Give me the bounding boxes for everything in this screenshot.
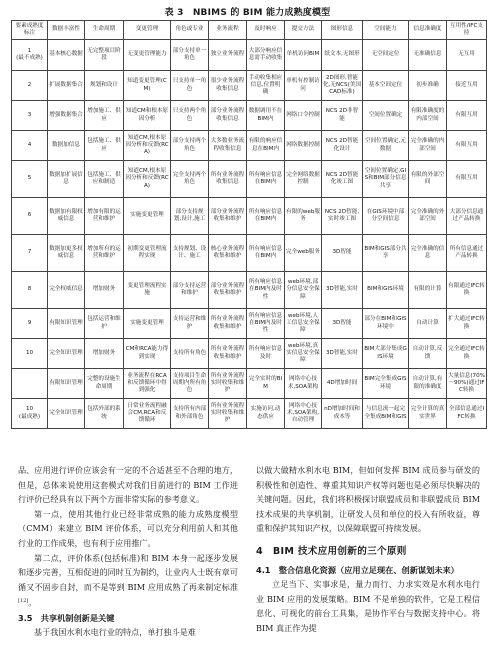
table-cell: 部分支持两个角色 bbox=[171, 131, 209, 161]
table-cell: 核心业务流程收集和维护 bbox=[209, 235, 247, 272]
table-cell: 知道CM和根本原因分析 bbox=[124, 101, 171, 131]
header-cell: 互用性/IFC支持 bbox=[447, 21, 487, 40]
table-cell: 所有信息通过产品转换 bbox=[447, 235, 487, 272]
table-cell: 有限互用 bbox=[447, 101, 487, 131]
table-row bbox=[12, 272, 487, 309]
table-cell: 无准确信息 bbox=[409, 40, 447, 71]
table-cell: 有限知识管理 bbox=[48, 369, 85, 399]
table-cell: 无空间定位 bbox=[363, 40, 409, 71]
table-cell: 知道CM,根本原因分析和反馈(RCA) bbox=[124, 131, 171, 161]
table-cell: 无完整项目阶段 bbox=[85, 40, 124, 71]
table-cell: 自动计算 bbox=[409, 309, 447, 339]
table-cell: 只支持单一角色 bbox=[171, 71, 209, 101]
table-cell: 基本空间定位 bbox=[363, 71, 409, 101]
table-cell: 3D智能 bbox=[322, 235, 363, 272]
paragraph: 基于我国水利水电行业的特点，单打独斗是难 bbox=[34, 627, 196, 638]
table-cell: 无互用 bbox=[447, 40, 487, 71]
table-cell: 数据加信息 bbox=[48, 131, 85, 161]
table-cell: 所有业务流程收集信息 bbox=[209, 161, 247, 198]
table-title: 表 3 NBIMS 的 BIM 能力成熟度模型 bbox=[164, 8, 331, 18]
table-cell: 完全实时的BIM bbox=[247, 369, 285, 399]
maturity-level-cell: 8 bbox=[12, 272, 48, 309]
table-cell: 完全知识管理 bbox=[48, 339, 85, 369]
table-cell: 有限通过IFC转换 bbox=[447, 272, 487, 309]
table-row bbox=[12, 369, 487, 399]
table-cell: 部分支持规划,设计,施工 bbox=[171, 198, 209, 235]
table-cell: 完全准确的信息 bbox=[409, 235, 447, 272]
table-cell: 业务流程在RCA和反馈循环中得到强化 bbox=[124, 369, 171, 399]
table-cell: 有限互用 bbox=[447, 161, 487, 198]
right-text-column bbox=[256, 463, 480, 636]
bim-maturity-table bbox=[11, 20, 487, 429]
table-cell: web环境,人工信息安全保障 bbox=[285, 309, 322, 339]
table-cell: web环境,部分信息安全保障 bbox=[285, 272, 322, 309]
table-cell: 变更管理流程实施 bbox=[124, 272, 171, 309]
table-row bbox=[12, 101, 487, 131]
paragraph: 以做大做精水利水电 BIM，但如何发挥 BIM 成员参与研发的积极性和创造性、尊重其知识产权等问题也是必须尽快解决的关键问题。因此，我们将积极探讨联盟成员和非联盟成员 BIM 技术成果的共享机制，让研发人员和单位的投入有所收益，尊重和保护其知识产权，以保障联盟可持续发展。 bbox=[256, 465, 480, 534]
table-cell: 在GIS环境中部分空间信息 bbox=[363, 198, 409, 235]
table-cell: 3D智能,实时 bbox=[322, 272, 363, 309]
table-cell: 3D智能,实时 bbox=[322, 339, 363, 369]
table-cell: 所有业务流程收集和维护 bbox=[209, 339, 247, 369]
maturity-level-cell: 5 bbox=[12, 161, 48, 198]
table-cell: 支持项目生命周期内所有角色 bbox=[171, 369, 209, 399]
table-cell: 包括施工、供应 bbox=[85, 131, 124, 161]
table-cell: 规划和设计 bbox=[85, 71, 124, 101]
table-row bbox=[12, 40, 487, 71]
table-cell: 所有响应信息在BIM内 bbox=[247, 235, 285, 272]
table-cell: 支持所有角色 bbox=[171, 339, 209, 369]
table-cell: 实施访问,动态供应 bbox=[247, 399, 285, 429]
table-cell: 增强数据集合 bbox=[48, 101, 85, 131]
table-cell: 数据加扩展信息 bbox=[48, 161, 85, 198]
table-cell: 空间位置确定,元数据 bbox=[363, 131, 409, 161]
table-cell: 网络数据控制 bbox=[285, 131, 322, 161]
table-row bbox=[12, 339, 487, 369]
table-cell: 增加有限的运营和维护 bbox=[85, 198, 124, 235]
table-cell: 自动计算,反馈 bbox=[409, 339, 447, 369]
maturity-level-cell: 3 bbox=[12, 101, 48, 131]
header-cell: 图形信息 bbox=[322, 21, 363, 40]
table-cell: 所有业务流程实时收集和维护 bbox=[209, 399, 247, 429]
table-cell: 网络口令控制 bbox=[285, 101, 322, 131]
table-cell: 部分支持运营和维护 bbox=[171, 272, 209, 309]
table-cell: BIM完全集成GIS环境 bbox=[363, 369, 409, 399]
table-cell: 接近互用 bbox=[447, 71, 487, 101]
maturity-level-cell: 4 bbox=[12, 131, 48, 161]
table-cell: 包括施工、供应和制造 bbox=[85, 161, 124, 198]
paragraph bbox=[18, 551, 238, 611]
header-cell: 变更管理 bbox=[124, 21, 171, 40]
maturity-level-cell: 1 (最不成熟) bbox=[12, 40, 48, 71]
table-cell: 4D增加时间 bbox=[322, 369, 363, 399]
table-cell: 有限准确度的内部空间 bbox=[409, 101, 447, 131]
header-cell: 数据丰富性 bbox=[48, 21, 85, 40]
table-cell: 初步准确 bbox=[409, 71, 447, 101]
table-header-row bbox=[12, 21, 487, 40]
table-cell: 网络中心技术,SOA架构,自动管理 bbox=[285, 399, 322, 429]
maturity-level-cell: 10 bbox=[12, 339, 48, 369]
maturity-level-cell: 6 bbox=[12, 198, 48, 235]
section-heading-3-5: 3.5 共享机制创新是关键 bbox=[18, 612, 115, 623]
table-cell: 增加财务 bbox=[85, 339, 124, 369]
table-cell: 部分支持单一角色 bbox=[171, 40, 209, 71]
table-cell: BIM和GIS环境 bbox=[363, 272, 409, 309]
table-cell: 实施变更管理 bbox=[124, 198, 171, 235]
table-row bbox=[12, 71, 487, 101]
table-cell: 独立业务流程 bbox=[209, 40, 247, 71]
paragraph-text: 第二点，评价体系(包括标准)和 BIM 本身一起逐步发展和逐步完善，互相促进的同时互为制约，让业内人士既有章可循又不固步自封，而不是等到 BIM 应用成熟了再来制定标准 bbox=[18, 552, 238, 592]
maturity-level-cell bbox=[12, 369, 48, 399]
table-cell: 知道CM,根本原因分析和反馈(RCA) bbox=[124, 161, 171, 198]
maturity-level-cell: 9 bbox=[12, 309, 48, 339]
table-cell: 无变更管理能力 bbox=[124, 40, 171, 71]
table-row bbox=[12, 399, 487, 429]
table-cell: 初期变更管理流程实现 bbox=[124, 235, 171, 272]
section-heading-4: 4 BIM 技术应用创新的三个原则 bbox=[256, 545, 407, 557]
table-cell: NCS 2D智能化设计 bbox=[322, 131, 363, 161]
table-cell: 所有业务流程实时收集和维护 bbox=[209, 369, 247, 399]
header-cell: 要素成熟度标注 bbox=[12, 21, 48, 40]
table-cell: 数据加有限权威信息 bbox=[48, 198, 85, 235]
table-cell: 空间位置确定 bbox=[363, 101, 409, 131]
table-cell: 部分业务流程收集和维护 bbox=[209, 198, 247, 235]
table-cell: 完全权威信息 bbox=[48, 272, 85, 309]
header-cell: 提交方法 bbox=[285, 21, 322, 40]
table-cell: 网络中心技术,SOA架构 bbox=[285, 369, 322, 399]
section-heading-4-1: 4.1 整合信息化资源（应用立足现在、创新谋划未来） bbox=[256, 564, 459, 575]
header-cell: 生命周期 bbox=[85, 21, 124, 40]
table-cell: 有限的计算 bbox=[409, 272, 447, 309]
table-cell: 完全通过IFC转换 bbox=[447, 339, 487, 369]
table-cell: 2D图形,智能化,无NCS(美国CAD标准) bbox=[322, 71, 363, 101]
table-cell: 包括外部的系统 bbox=[85, 399, 124, 429]
citation-ref: [12] bbox=[18, 598, 29, 605]
table-cell: 3D智能 bbox=[322, 309, 363, 339]
table-cell: 所有响应信息在BIM内及时性 bbox=[247, 272, 285, 309]
table-cell: 实施变更管理 bbox=[124, 309, 171, 339]
table-cell: 自动计算,有限的准确度 bbox=[409, 369, 447, 399]
table-cell: 纸文本,无图形 bbox=[322, 40, 363, 71]
table-cell: 完整的设施生命周期 bbox=[85, 369, 124, 399]
table-cell: 有限的外部空间 bbox=[409, 161, 447, 198]
table-cell: 增加财务 bbox=[85, 272, 124, 309]
table-cell: 数据调用不在BIM内 bbox=[247, 101, 285, 131]
table-cell: nD增加时间和成本等 bbox=[322, 399, 363, 429]
header-cell: 信息准确度 bbox=[409, 21, 447, 40]
table-cell: 部分业务流程收集和维护 bbox=[209, 272, 247, 309]
table-cell: 完全知识管理 bbox=[48, 399, 85, 429]
table-cell: 有限互用 bbox=[447, 131, 487, 161]
table-cell: 只支持两个角色 bbox=[171, 101, 209, 131]
table-cell: 支持运营和维护 bbox=[171, 309, 209, 339]
header-cell: 空间能力 bbox=[363, 21, 409, 40]
table-cell: 基本核心数据 bbox=[48, 40, 85, 71]
table-cell: 与信息流一起完全集成BIM和GIS bbox=[363, 399, 409, 429]
table-cell: 有限的web服务 bbox=[285, 198, 322, 235]
left-text-column bbox=[18, 463, 238, 640]
table-cell: 数据加更多权威信息 bbox=[48, 235, 85, 272]
table-cell: 大量信息(70%～90%)通过IFC转换 bbox=[447, 369, 487, 399]
table-row bbox=[12, 198, 487, 235]
table-cell: 增加施工、供应 bbox=[85, 101, 124, 131]
table-cell: web环境,真实信息安全保障 bbox=[285, 339, 322, 369]
table-cell: 扩展数据集合 bbox=[48, 71, 85, 101]
paragraph-punct: 。 bbox=[28, 598, 37, 609]
maturity-level-cell: 7 bbox=[12, 235, 48, 272]
table-cell: 完全计算的真实世界 bbox=[409, 399, 447, 429]
table-row bbox=[12, 161, 487, 198]
table-cell: BIM大部分集成GIS环境 bbox=[363, 339, 409, 369]
table-cell: 所有响应信息及时 bbox=[247, 339, 285, 369]
table-cell: 有限知识管理 bbox=[48, 309, 85, 339]
table-cell: BIM和GIS部分共享 bbox=[363, 235, 409, 272]
paragraph: 第一点，使用其他行业已经非常成熟的能力成熟度模型（CMM）来建立 BIM 评价体系，可以充分利用前人和其他行业的工作成果，也有利于应用推广。 bbox=[18, 508, 238, 548]
table-cell: 手动收集相应信息,位置明确 bbox=[247, 71, 285, 101]
table-cell: NCS 2D非智能 bbox=[322, 101, 363, 131]
table-cell: 有限的响应信息在BIM内 bbox=[247, 131, 285, 161]
table-cell: 单机有控制访问 bbox=[285, 71, 322, 101]
table-cell: 单机访问BIM bbox=[285, 40, 322, 71]
table-cell: 完全网络数据控制 bbox=[285, 161, 322, 198]
table-cell: 很少业务流程收集信息 bbox=[209, 71, 247, 101]
table-cell: 全部信息通过IFC转换 bbox=[447, 399, 487, 429]
table-cell: 完全支持两个角色 bbox=[171, 161, 209, 198]
table-cell: 所有响应信息在BIM内及时性 bbox=[247, 309, 285, 339]
header-cell: 角色或专业 bbox=[171, 21, 209, 40]
table-cell: 大部分响应信息需手动收集 bbox=[247, 40, 285, 71]
table-cell: 所有响应信息在BIM内 bbox=[247, 198, 285, 235]
table-cell: 完全准确的外部空间 bbox=[409, 198, 447, 235]
table-cell: 部分在BIM和GIS环境中 bbox=[363, 309, 409, 339]
table-cell: NCS 2D智能化竣工图 bbox=[322, 161, 363, 198]
paragraph: 品、应用进行评价应该会有一定的不合适甚至不合理的地方，但是，总体来说使用这套模式对我们目前进行的 BIM 工作进行评价已经具有以下两个方面非常实际的参考意义。 bbox=[18, 465, 238, 505]
header-cell: 及时响应 bbox=[247, 21, 285, 40]
table-cell: 所有响应信息在BIM内 bbox=[247, 161, 285, 198]
table-cell: 完全准确的内部空间 bbox=[409, 131, 447, 161]
table-cell: 增加所有的运营和维护 bbox=[85, 235, 124, 272]
table-cell: 知道变更管理(CM) bbox=[124, 71, 171, 101]
table-row bbox=[12, 309, 487, 339]
maturity-level-cell: 10 (最成熟) bbox=[12, 399, 48, 429]
table-cell: NCS 2D智能,实时竣工图 bbox=[322, 198, 363, 235]
table-row bbox=[12, 235, 487, 272]
header-cell: 业务流程 bbox=[209, 21, 247, 40]
table-cell: 大多数业务流程收集信息 bbox=[209, 131, 247, 161]
table-cell: 支持规划、设计、施工 bbox=[171, 235, 209, 272]
table-cell: 所有业务流程收集和维护 bbox=[209, 309, 247, 339]
table-cell: 支持所有内部和外部角色 bbox=[171, 399, 209, 429]
table-cell: 包括运营和维护 bbox=[85, 309, 124, 339]
table-cell: 大部分信息通过产品转换 bbox=[447, 198, 487, 235]
table-cell: 日常业务流程融合CM,RCA和反馈循环 bbox=[124, 399, 171, 429]
table-row bbox=[12, 131, 487, 161]
maturity-level-cell: 2 bbox=[12, 71, 48, 101]
paragraph: 立足当下、实事求是，量力而行、力求实效是水利水电行业 BIM 应用的发展策略。BIM 不是单独的软件，它是工程信息化、可视化的前台工具集，是协作平台与数据支持中心。将 BIM 真正作为提 bbox=[256, 579, 480, 633]
table-cell: 完全web服务 bbox=[285, 235, 322, 272]
table-cell: 空间位置确定,GIS和BIM部分信息共享 bbox=[363, 161, 409, 198]
table-cell: 部分业务流程收集信息 bbox=[209, 101, 247, 131]
table-cell: 扩大通过IFC转换 bbox=[447, 309, 487, 339]
table-cell: CM和RCA能力得到实现 bbox=[124, 339, 171, 369]
